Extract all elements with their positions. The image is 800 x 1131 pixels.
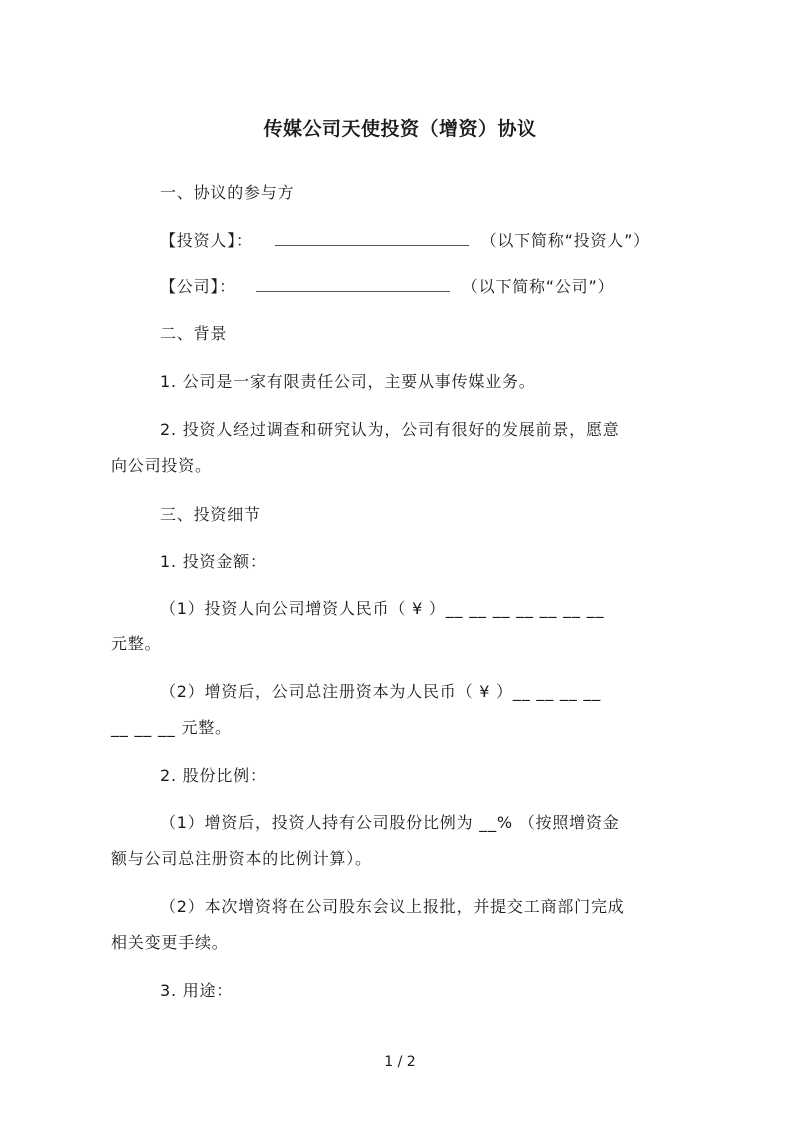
item-investment-amount: 1. 投资金额：: [160, 552, 267, 571]
section-heading-investment-details: 三、投资细节: [160, 505, 261, 524]
company-label: 【公司】：: [160, 277, 237, 296]
share-clause-1-line-2: 额与公司总注册资本的比例计算）。: [111, 849, 372, 868]
section-heading-background: 二、背景: [160, 324, 228, 343]
company-suffix: （以下简称“公司”）: [461, 277, 615, 296]
investor-name-blank[interactable]: [275, 229, 469, 246]
share-clause-2-line-2: 相关变更手续。: [111, 933, 229, 952]
share-clause-2-line-1: （2）本次增资将在公司股东会议上报批，并提交工商部门完成: [160, 897, 625, 916]
amount-clause-2-line-1: （2）增资后，公司总注册资本为人民币（ ¥ ）__ __ __ __: [160, 682, 601, 701]
amount-clause-2-line-2: __ __ __ 元整。: [111, 718, 232, 737]
item-share-ratio: 2. 股份比例：: [160, 766, 267, 785]
investor-suffix: （以下简称“投资人”）: [480, 231, 650, 250]
investor-line: [160, 229, 650, 253]
amount-clause-1-line-2: 元整。: [111, 634, 162, 653]
background-item-1: 1. 公司是一家有限责任公司，主要从事传媒业务。: [160, 372, 536, 391]
section-heading-parties: 一、协议的参与方: [160, 183, 295, 202]
background-item-2-line-1: 2. 投资人经过调查和研究认为，公司有很好的发展前景，愿意: [160, 420, 620, 439]
amount-clause-1-line-1: （1）投资人向公司增资人民币（ ¥ ）__ __ __ __ __ __ __: [160, 599, 605, 618]
company-name-blank[interactable]: [256, 275, 450, 292]
share-clause-1-line-1: （1）增资后，投资人持有公司股份比例为 __% （按照增资金: [160, 813, 620, 832]
item-usage: 3. 用途：: [160, 981, 234, 1000]
investor-label: 【投资人】：: [160, 231, 253, 250]
document-title: 传媒公司天使投资（增资）协议: [263, 118, 537, 140]
background-item-2-line-2: 向公司投资。: [111, 456, 212, 475]
page-number: 1 / 2: [384, 1054, 416, 1070]
company-line: [160, 275, 614, 299]
